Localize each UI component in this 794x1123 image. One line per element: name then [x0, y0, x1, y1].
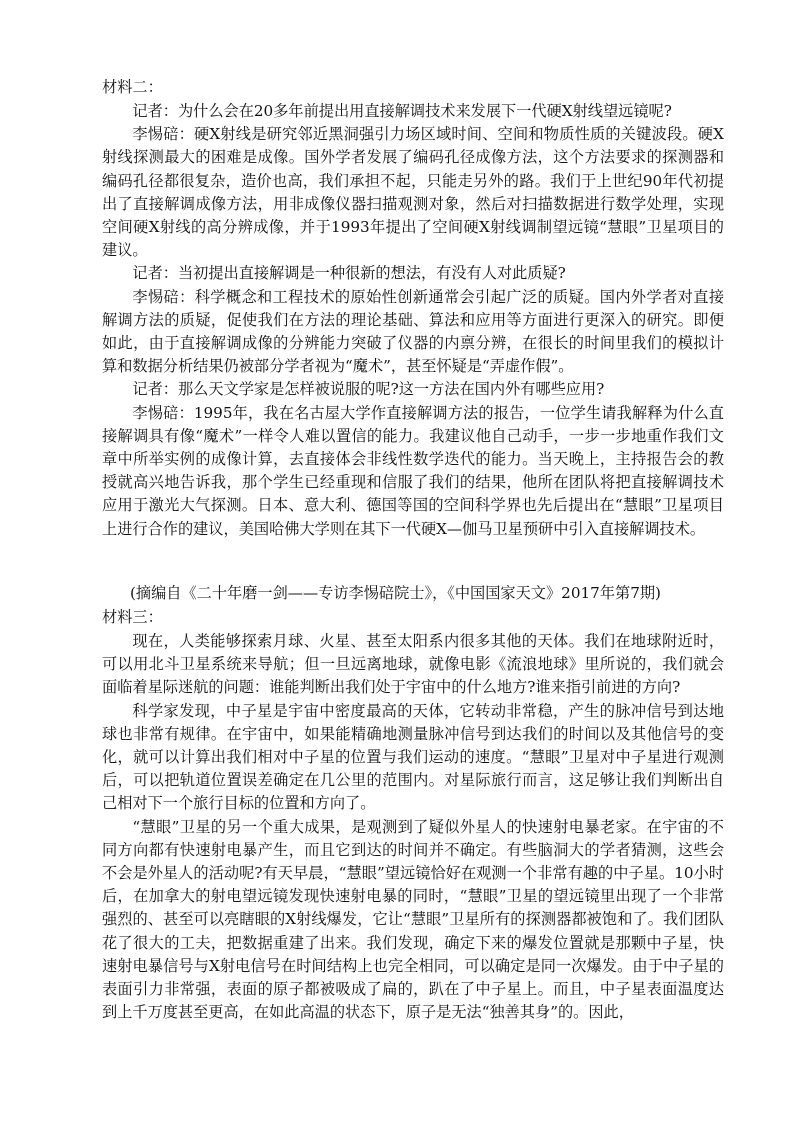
paragraph: “慧眼”卫星的另一个重大成果，是观测到了疑似外星人的快速射电暴老家。在宇宙的不同方向都有快速射电暴产生，而且它到达的时间并不确定。有些脑洞大的学者猜测，这些会不会是外星人的活动呢?有天早晨，“慧眼”望远镜恰好在观测一个非常有趣的中子星。10小时后，在加拿大的射电望远镜发现快速射电暴的同时，“慧眼”卫星的望远镜里出现了一个非常强烈的、甚至可以亮瞎眼的X射线爆发，它让“慧眼”卫星所有的探测器都被饱和了。我们团队花了很大的工夫，把数据重建了出来。我们发现，确定下来的爆发位置就是那颗中子星，快速射电暴信号与X射电信号在时间结构上也完全相同，可以确定是同一次爆发。由于中子星的表面引力非常强，表面的原子都被吸成了扁的，趴在了中子星上。而且，中子星表面温度达到上千万度甚至更高，在如此高温的状态下，原子是无法“独善其身”的。因此， [102, 817, 724, 1022]
paragraph: 记者：当初提出直接解调是一种很新的想法，有没有人对此质疑? [132, 264, 566, 283]
paragraph: 记者：那么天文学家是怎样被说服的呢?这一方法在国内外有哪些应用? [132, 380, 605, 399]
paragraph: 李惕碚：1995年，我在名古屋大学作直接解调方法的报告，一位学生请我解释为什么直接解调具有像“魔术”一样令人难以置信的能力。我建议他自己动手，一步一步地重作我们文章中所举实例的成像计算，去直接体会非线性数学迭代的能力。当天晚上，主持报告会的教授就高兴地告诉我，那个学生已经重现和信服了我们的结果，他所在团队将把直接解调技术应用于激光大气探测。日本、意大利、德国等国的空间科学界也先后提出在“慧眼”卫星项目上进行合作的建议，美国哈佛大学则在其下一代硬X—伽马卫星预研中引入直接解调技术。 [102, 403, 724, 538]
paragraph: 科学家发现，中子星是宇宙中密度最高的天体，它转动非常稳，产生的脉冲信号到达地球也非常有规律。在宇宙中，如果能精确地测量脉冲信号到达我们的时间以及其他信号的变化，就可以计算出我们相对中子星的位置与我们运动的速度。“慧眼”卫星对中子星进行观测后，可以把轨道位置误差确定在几公里的范围内。对星际旅行而言，这足够让我们判断出自己相对下一个旅行目标的位置和方向了。 [102, 701, 724, 813]
material2-heading: 材料二： [102, 78, 163, 96]
source-citation: (摘编自《二十年磨一剑——专访李惕碚院士》，《中国国家天文》2017年第7期) [130, 584, 661, 602]
material2-body [102, 100, 724, 541]
paragraph: 李惕碚：科学概念和工程技术的原始性创新通常会引起广泛的质疑。国内外学者对直接解调方法的质疑，促使我们在方法的理论基础、算法和应用等方面进行更深入的研究。即便如此，由于直接解调成像的分辨能力突破了仪器的内禀分辨，在很长的时间里我们的模拟计算和数据分析结果仍被部分学者视为“魔术”，甚至怀疑是“弄虚作假”。 [102, 287, 724, 376]
material3-heading: 材料三： [102, 608, 163, 626]
paragraph: 李惕碚：硬X射线是研究邻近黑洞强引力场区域时间、空间和物质性质的关键波段。硬X射线探测最大的困难是成像。国外学者发展了编码孔径成像方法，这个方法要求的探测器和编码孔径都很复杂，造价也高，我们承担不起，只能走另外的路。我们于上世纪90年代初提出了直接解调成像方法，用非成像仪器扫描观测对象，然后对扫描数据进行数学处理，实现空间硬X射线的高分辨成像，并于1993年提出了空间硬X射线调制望远镜“慧眼”卫星项目的建议。 [102, 125, 724, 260]
paragraph: 现在，人类能够探索月球、火星、甚至太阳系内很多其他的天体。我们在地球附近时，可以用北斗卫星系统来导航；但一旦远离地球，就像电影《流浪地球》里所说的，我们就会面临着星际迷航的问题：谁能判断出我们处于宇宙中的什么地方?谁来指引前进的方向? [102, 632, 724, 697]
material3-body [102, 630, 724, 1024]
paragraph: 记者：为什么会在20多年前提出用直接解调技术来发展下一代硬X射线望远镜呢? [132, 102, 672, 120]
